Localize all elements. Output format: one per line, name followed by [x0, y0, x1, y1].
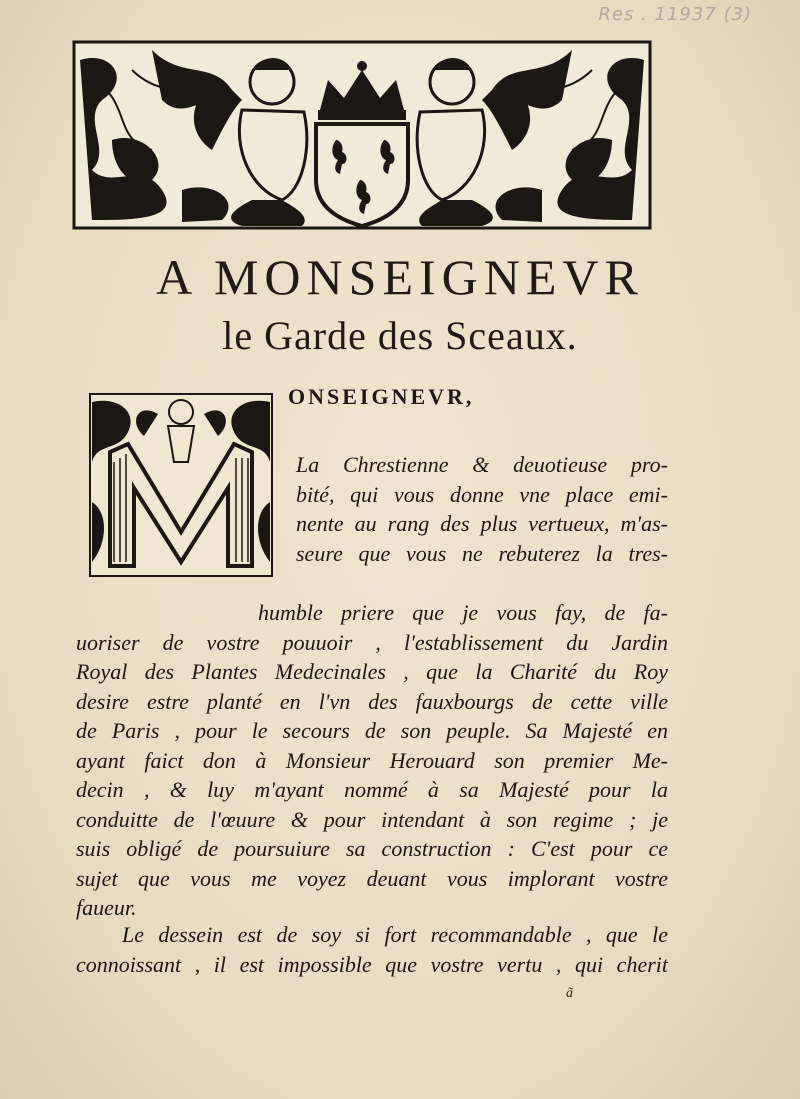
text-line: conduitte de l'œuure & pour intendant à son regime ; je: [76, 806, 668, 832]
text-line: Royal des Plantes Medecinales , que la Charité du Roy: [76, 659, 668, 684]
text-line: La Chrestienne & deuotieuse pro-: [296, 452, 668, 477]
text-line: bité, qui vous donne vne place emi-: [296, 481, 668, 507]
ornamental-initial-m: [88, 392, 274, 578]
text-line: nente au rang des plus vertueux, m'as-: [296, 511, 668, 536]
text-line: ayant faict don à Monsieur Herouard son premier Me-: [76, 747, 668, 773]
salutation: ONSEIGNEVR,: [288, 384, 475, 409]
library-shelfmark: Res . 11937 (3): [598, 4, 752, 25]
dedication-title: A MONSEIGNEVR: [156, 249, 644, 305]
text-line: uoriser de vostre pouuoir , l'establissement du Jardin: [76, 629, 668, 655]
ornamental-headpiece-royal-arms: [72, 40, 652, 230]
signature-mark: ã: [566, 986, 573, 1001]
text-line: decin , & luy m'ayant nommé à sa Majesté pour la: [76, 777, 668, 802]
text-line: connoissant , il est impossible que vostre vertu , qui cherit: [76, 951, 668, 977]
paragraph-2: [76, 920, 668, 979]
dedication-subtitle: le Garde des Sceaux.: [222, 313, 578, 358]
paragraph-1-beside-initial: [296, 450, 668, 568]
text-line: suis obligé de poursuiure sa construction : C'est pour ce: [76, 836, 668, 861]
text-line: de Paris , pour le secours de son peuple. Sa Majesté en: [76, 718, 668, 743]
text-line: faueur.: [76, 895, 137, 920]
text-line: Le dessein est de soy si fort recommandable , que le: [122, 922, 668, 947]
text-line: humble priere que je vous fay, de fa-: [258, 600, 668, 625]
text-line: desire estre planté en l'vn des fauxbourgs de cette ville: [76, 688, 668, 714]
paragraph-1-continued: [76, 598, 668, 923]
text-line: sujet que vous me voyez deuant vous implorant vostre: [76, 865, 668, 891]
text-line: seure que vous ne rebuterez la tres-: [296, 540, 668, 566]
